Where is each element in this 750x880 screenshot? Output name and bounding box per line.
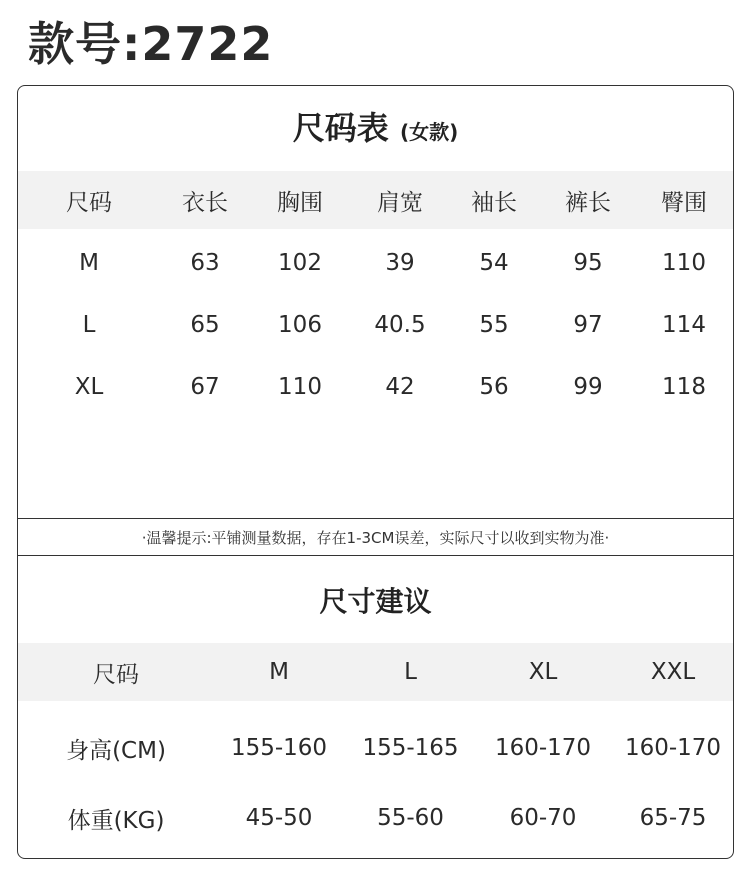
table-cell: 110 <box>662 250 706 276</box>
table-cell: 55 <box>479 312 509 338</box>
table-cell: 65-75 <box>639 805 707 831</box>
table-cell: 155-165 <box>362 735 459 761</box>
header-cell-sleeve: 袖长 <box>471 189 517 216</box>
table-cell: 118 <box>662 374 706 400</box>
header-cell-length: 衣长 <box>182 189 228 216</box>
header-cell-size: 尺码 <box>66 189 112 216</box>
header-cell-shoulder: 肩宽 <box>377 189 423 216</box>
table-row <box>18 718 733 778</box>
table-cell: 42 <box>385 374 415 400</box>
recommend-title: 尺寸建议 <box>319 585 432 618</box>
table-cell: 身高(CM) <box>66 737 166 764</box>
table-cell: 39 <box>385 250 415 276</box>
table-cell: 102 <box>278 250 322 276</box>
table-cell: 45-50 <box>245 805 313 831</box>
header-cell-xl: XL <box>528 659 558 685</box>
table-cell: 97 <box>573 312 603 338</box>
table-row <box>18 788 733 848</box>
size-table-header-row <box>18 171 733 229</box>
table-cell: 106 <box>278 312 322 338</box>
page-title: 款号:2722 <box>28 17 274 71</box>
table-cell: 55-60 <box>377 805 444 831</box>
table-row <box>18 296 733 354</box>
table-cell: 160-170 <box>494 735 592 761</box>
table-cell: M <box>79 250 99 276</box>
table-cell: 160-170 <box>624 735 722 761</box>
table-cell: 体重(KG) <box>67 807 165 834</box>
header-cell-m: M <box>269 659 289 685</box>
table-cell: 114 <box>662 312 706 338</box>
table-cell: 65 <box>190 312 220 338</box>
table-cell: 110 <box>278 374 322 400</box>
header-cell-size: 尺码 <box>93 661 139 688</box>
header-cell-pants: 裤长 <box>565 189 611 216</box>
table-cell: 95 <box>573 250 603 276</box>
table-row <box>18 358 733 416</box>
size-table-title-text: 尺码表 <box>292 109 389 147</box>
table-cell: XL <box>74 374 104 400</box>
table-row <box>18 234 733 292</box>
header-cell-xxl: XXL <box>650 659 696 685</box>
table-cell: 99 <box>573 374 603 400</box>
table-cell: 56 <box>479 374 509 400</box>
table-cell: 67 <box>190 374 220 400</box>
header-cell-l: L <box>404 659 417 685</box>
size-table-title <box>18 106 733 154</box>
measurement-tip: ·温馨提示:平铺测量数据，存在1-3CM误差，实际尺寸以收到实物为准· <box>18 518 733 556</box>
table-cell: 60-70 <box>509 805 577 831</box>
size-table-subtitle: (女款) <box>399 120 459 144</box>
size-chart-card <box>17 85 734 859</box>
header-cell-chest: 胸围 <box>277 189 323 216</box>
table-cell: 155-160 <box>230 735 328 761</box>
table-cell: 40.5 <box>374 312 426 338</box>
table-cell: 54 <box>479 250 509 276</box>
recommend-header-row <box>18 643 733 701</box>
table-cell: L <box>82 312 96 338</box>
table-cell: 63 <box>190 250 220 276</box>
header-cell-hip: 臀围 <box>661 189 707 216</box>
